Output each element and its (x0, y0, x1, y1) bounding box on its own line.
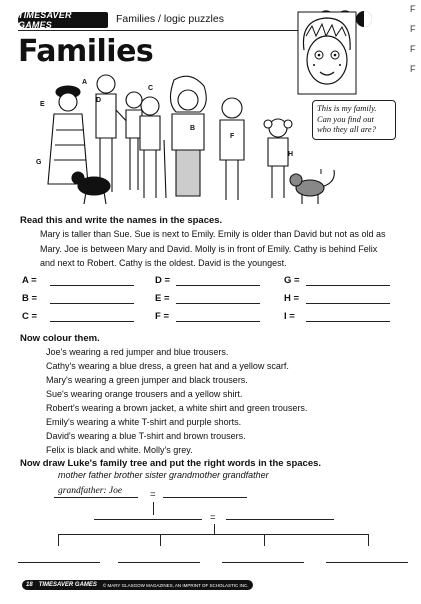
colour-list (46, 345, 386, 457)
section-heading-read: Read this and write the names in the spaces. (20, 215, 223, 226)
figure-letter: E (40, 101, 45, 108)
answer-field-h[interactable] (306, 303, 390, 304)
list-item: Cathy's wearing a blue dress, a green hat and a yellow scarf. (46, 361, 289, 371)
list-item: Joe's wearing a red jumper and blue trousers. (46, 347, 229, 357)
edge-mark: F (410, 24, 416, 34)
answer-field-i[interactable] (306, 321, 390, 322)
list-item: Sue's wearing orange trousers and a yellow shirt. (46, 389, 243, 399)
footer-copyright: © MARY GLASGOW MAGAZINES, AN IMPRINT OF SCHOLASTIC INC. (102, 582, 249, 588)
clue-line: Mary. Joe is between Mary and David. Molly is in front of Emily. Cathy is behind Felix (40, 243, 378, 254)
tree-example-answer: grandfather: Joe (58, 486, 123, 496)
tree-equals: = (210, 512, 216, 523)
tree-branch (58, 534, 368, 535)
figure-letter: B (190, 125, 196, 132)
blank-label-a: A = (22, 275, 37, 286)
footer-badge (22, 580, 253, 590)
section-heading-tree: Now draw Luke's family tree and put the right words in the spaces. (20, 458, 322, 469)
figure-letter: I (320, 169, 322, 176)
tree-connector (153, 502, 154, 515)
blank-label-h: H = (284, 293, 300, 304)
list-item: Robert's wearing a brown jacket, a white shirt and green trousers. (46, 403, 308, 413)
speech-line: who they all are? (317, 124, 376, 134)
dog-illustration (72, 172, 110, 204)
figure-boy (220, 98, 244, 200)
tree-slot-child-3[interactable] (222, 562, 304, 563)
figure-letter: F (230, 133, 235, 140)
figure-old-man (140, 97, 166, 198)
blank-label-i: I = (284, 311, 295, 322)
tree-slot-child-2[interactable] (118, 562, 200, 563)
series-banner: TIMESAVER GAMES (18, 12, 108, 28)
tree-slot-child-1[interactable] (18, 562, 100, 563)
list-item: Emily's wearing a white T-shirt and purple shorts. (46, 417, 242, 427)
figure-letter: C (148, 85, 154, 92)
answer-field-a[interactable] (50, 285, 134, 286)
tree-equals: = (150, 489, 156, 500)
cat-illustration (290, 170, 334, 204)
list-item: David's wearing a blue T-shirt and brown trousers. (46, 431, 246, 441)
blank-label-g: G = (284, 275, 300, 286)
tree-connector (368, 534, 369, 546)
answer-field-e[interactable] (176, 303, 260, 304)
speech-line: Can you find out (317, 113, 374, 124)
answer-field-c[interactable] (50, 321, 134, 322)
page-number: 18 (26, 582, 33, 588)
page-title: Families (18, 34, 154, 69)
blank-label-e: E = (155, 293, 170, 304)
tree-connector (58, 534, 59, 546)
tree-slot-parent-left[interactable] (94, 519, 202, 520)
tree-connector (160, 534, 161, 546)
blank-label-c: C = (22, 311, 38, 322)
blank-label-f: F = (155, 311, 169, 322)
figure-letter: G (36, 159, 42, 166)
answer-field-b[interactable] (50, 303, 134, 304)
figure-girl (264, 119, 292, 198)
clue-line: Mary is taller than Sue. Sue is next to Emily. Emily is older than David but not as old as (40, 229, 386, 239)
tree-slot-child-4[interactable] (326, 562, 408, 563)
blank-label-d: D = (155, 275, 171, 286)
figure-grandmother (48, 86, 88, 184)
family-illustration (20, 70, 340, 212)
list-item: Mary's wearing a green jumper and black trousers. (46, 375, 248, 385)
edge-mark: F (410, 44, 416, 54)
answer-field-g[interactable] (306, 285, 390, 286)
answer-field-d[interactable] (176, 285, 260, 286)
figure-letter: H (288, 151, 294, 158)
answer-field-f[interactable] (176, 321, 260, 322)
list-item: Felix is black and white. Molly's grey. (46, 445, 193, 455)
blank-label-b: B = (22, 293, 38, 304)
edge-mark: F (410, 4, 416, 14)
word-bank: mother father brother sister grandmother grandfather (58, 470, 269, 480)
speech-line: This is my family. (317, 103, 377, 113)
section-heading-colour: Now colour them. (20, 333, 100, 344)
topic-label: Families / logic puzzles (116, 13, 224, 25)
figure-letter: A (82, 79, 88, 86)
clue-paragraph (40, 227, 400, 271)
footer-brand: TIMESAVER GAMES (38, 582, 97, 588)
clue-line: and next to Robert. Cathy is the oldest. David is the youngest. (40, 258, 287, 268)
figure-grandfather (96, 75, 130, 192)
figure-mother (170, 76, 206, 196)
figure-letter: D (96, 97, 102, 104)
edge-mark: F (410, 64, 416, 74)
tree-connector (264, 534, 265, 546)
tree-slot-grandmother[interactable] (163, 497, 247, 498)
tree-slot-grandfather[interactable] (54, 497, 138, 498)
tree-connector (214, 524, 215, 534)
tree-slot-parent-right[interactable] (226, 519, 334, 520)
